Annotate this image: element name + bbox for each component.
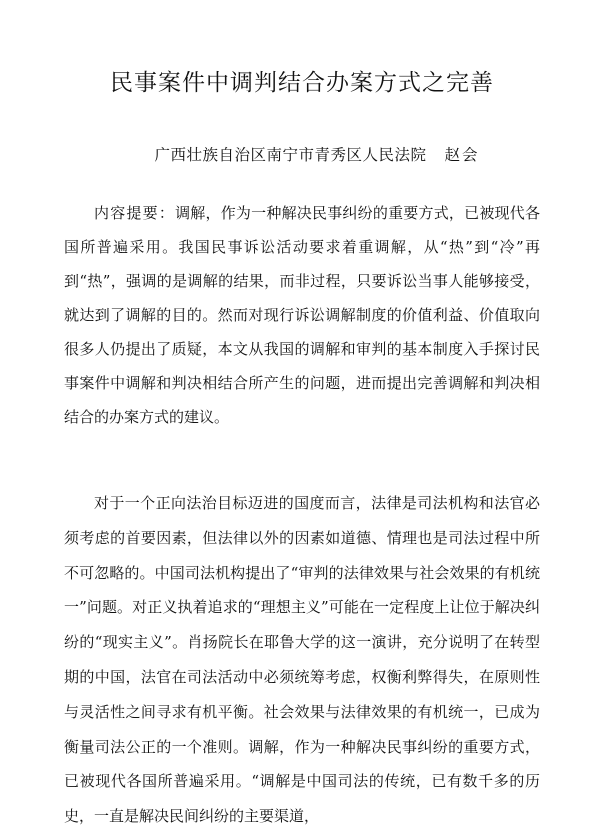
abstract-label: 内容提要： (94, 204, 176, 222)
document-title: 民事案件中调判结合办案方式之完善 (110, 70, 494, 96)
body-paragraph: 对于一个正向法治目标迈进的国度而言，法律是司法机构和法官必须考虑的首要因素，但法律以外的因素如道德、情理也是司法过程中所不可忽略的。中国司法机构提出了“审判的法律效果与社会效果的有机统一”问题。对正义执着追求的“理想主义”可能在一定程度上让位于解决纠纷的“现实主义”。肖扬院长在耶鲁大学的这一演讲，充分说明了在转型期的中国，法官在司法活动中必须统筹考虑，权衡利弊得失，在原则性与灵活性之间寻求有机平衡。社会效果与法律效果的有机统一，已成为衡量司法公正的一个准则。调解，作为一种解决民事纠纷的重要方式，已被现代各国所普遍采用。“调解是中国司法的传统，已有数千多的历史，一直是解决民间纠纷的主要渠道， (64, 494, 540, 826)
author-name: 赵会 (444, 146, 480, 164)
abstract-text: 调解，作为一种解决民事纠纷的重要方式，已被现代各国所普遍采用。我国民事诉讼活动要求着重调解，从“热”到“冷”再到“热”，强调的是调解的结果，而非过程，只要诉讼当事人能够接受，就达到了调解的目的。然而对现行诉讼调解制度的价值利益、价值取向很多人仍提出了质疑，本文从我国的调解和审判的基本制度入手探讨民事案件中调解和判决相结合所产生的问题，进而提出完善调解和判决相结合的办案方式的建议。 (64, 204, 540, 426)
byline (64, 144, 540, 166)
abstract-paragraph (64, 196, 540, 434)
author-court: 广西壮族自治区南宁市青秀区人民法院 (154, 146, 427, 164)
